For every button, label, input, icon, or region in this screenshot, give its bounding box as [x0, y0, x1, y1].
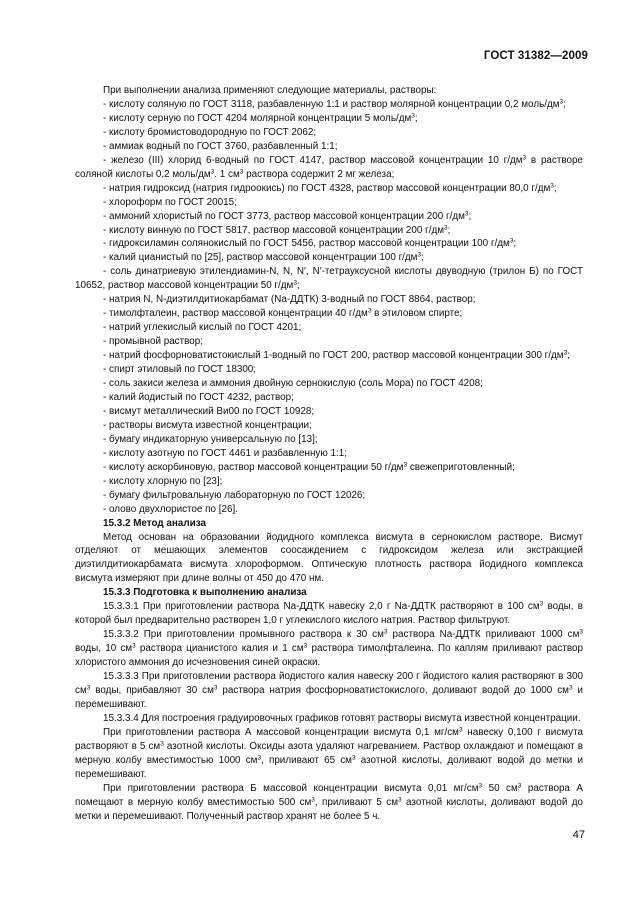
list-item: - промывной раствор; [103, 336, 204, 348]
list-item: - висмут металлический Ви00 по ГОСТ 10928; [103, 405, 315, 417]
list-item: - натрий фосфорноватистокислый 1-водный по ГОСТ 200, раствор массовой концентрации 300 $г/дм^3$; [103, 349, 570, 362]
list-item: - аммиак водный по ГОСТ 3760, разбавленный 1:1; [103, 140, 338, 152]
section-heading: 15.3.3 Подготовка к выполнению анализа [103, 587, 307, 599]
list-item: - кислоту азотную по ГОСТ 4461 и разбавленную 1:1; [103, 447, 347, 459]
list-item: - кислоту соляную по ГОСТ 3118, разбавленную 1:1 и раствор молярной концентрации 0,2 моль/$дм^3$; [103, 98, 566, 110]
list-item: - бумагу индикаторную универсальную по [13]; [103, 433, 318, 445]
list-item: - олово двухлористое по [26]. [103, 503, 238, 515]
list-item: - бумагу фильтровальную лабораторную по ГОСТ 12026; [103, 489, 366, 501]
paragraph: 15.3.3.1 При приготовлении раствора Na-ДДТК навеску 2,0 г Na-ДДТК растворяют в 100 $см^3$ воды, в которой был предварительно растворен 1,0 г углекислого кислого натрия. Раствор фильтруют. [75, 600, 584, 627]
list-item: - гидроксиламин солянокислый по ГОСТ 5456, раствор массовой концентрации 100 $г/дм^3$; [103, 237, 517, 250]
list-item: - соль закиси железа и аммония двойную сернокислую (соль Мора) по ГОСТ 4208; [103, 378, 483, 390]
paragraph: 15.3.3.4 Для построения градуировочных графиков готовят растворы висмута известной концентрации. [103, 712, 581, 724]
list-item: - калий цианистый по [25], раствор массовой концентрации 100 $г/дм^3$; [103, 251, 424, 264]
list-item: - аммоний хлористый по ГОСТ 3773, раствор массовой концентрации 200 $г/дм^3$; [103, 210, 472, 222]
materials-intro: При выполнении анализа применяют следующие материалы, растворы: [103, 85, 437, 96]
paragraph: 15.3.3.2 При приготовлении промывного раствора к 30 $см^3$ раствора Na-ДДТК приливают 1000 $см^3$ воды, 10 $см^3$ раствора цианистого калия и 1 $см^3$ раствора тимолфталеина. По каплям приливают раствор хлористого аммония до исчезновения синей окраски. [75, 628, 583, 669]
page-number: 47 [572, 829, 585, 841]
list-item: - натрий углекислый кислый по ГОСТ 4201; [103, 322, 302, 334]
list-item: - тимолфталеин, раствор массовой концентрации 40 $г/дм^3$ в этиловом спирте; [103, 307, 463, 320]
list-item: - кислоту серную по ГОСТ 4204 молярной концентрации 5 моль/$дм^3$; [103, 112, 418, 124]
paragraph: Метод основан на образовании йодидного комплекса висмута в сернокислом растворе. Висмут отделяют от мешающих элементов соосаждением с гидроксидом железа или экстракцией диэтилдитиокарбамата висмута хлороформом. Оптическую плотность раствора йодидного комплекса висмута измеряют при длине волны от 450 до 470 нм. [75, 531, 583, 585]
list-item: - кислоту хлорную по [23]; [103, 475, 223, 487]
paragraph: При приготовлении раствора Б массовой концентрации висмута 0,01 $мг/см^3$ 50 $см^3$ раствора А помещают в мерную колбу вместимостью 500 $см^3$, приливают 5 $см^3$ азотной кислоты, доливают водой до метки и перемешивают. Полученный раствор хранят не более 5 ч. [75, 782, 583, 822]
list-item: - растворы висмута известной концентрации; [103, 419, 312, 431]
document-body [75, 84, 583, 824]
list-item: - калий йодистый по ГОСТ 4232, раствор; [103, 391, 294, 403]
list-item: - спирт этиловый по ГОСТ 18300; [103, 364, 257, 376]
section-heading: 15.3.2 Метод анализа [103, 517, 206, 529]
list-item: - натрия N, N-диэтилдитиокарбамат (Na-ДДТК) 3-водный по ГОСТ 8864, раствор; [103, 294, 476, 306]
list-item: - натрия гидроксид (натрия гидроокись) по ГОСТ 4328, раствор массовой концентрации 80,0 $г/дм^3$; [103, 182, 557, 194]
list-item: - хлороформ по ГОСТ 20015; [103, 196, 237, 208]
standard-header: ГОСТ 31382—2009 [483, 50, 588, 62]
list-item: - железо (III) хлорид 6-водный по ГОСТ 4147, раствор массовой концентрации 10 $г/дм^3$ в растворе соляной кислоты 0,2 моль/$дм^3$. 1 $см^3$ раствора содержит 2 мг железа; [75, 154, 583, 180]
list-item: - кислоту аскорбиновую, раствор массовой концентрации 50 $г/дм^3$ свежеприготовленный; [103, 461, 515, 473]
list-item: - кислоту бромистоводородную по ГОСТ 2062; [103, 126, 317, 138]
list-item: - соль динатриевую этилендиамин-N, N, N′, N′-тетрауксусной кислоты двуводную (трилон Б) по ГОСТ 10652, раствор массовой концентрации 50 $г/дм^3$; [75, 266, 583, 292]
list-item: - кислоту винную по ГОСТ 5817, раствор массовой концентрации 200 $г/дм^3$; [103, 224, 451, 236]
paragraph: 15.3.3.3 При приготовлении раствора йодистого калия навеску 200 г йодистого калия растворяют в 300 $см^3$ воды, прибавляют 30 $см^3$ раствора натрия фосфорноватистокислого, доливают водой до 1000 $см^3$ и перемешивают. [75, 671, 583, 710]
paragraph: При приготовлении раствора А массовой концентрации висмута 0,1 $мг/см^3$ навеску 0,100 г висмута растворяют в 5 $см^3$ азотной кислоты. Оксиды азота удаляют нагреванием. Раствор охлаждают и помещают в мерную колбу вместимостью 1000 $см^3$, приливают 65 $см^3$ азотной кислоты, доливают водой до метки и перемешивают. [75, 726, 583, 780]
